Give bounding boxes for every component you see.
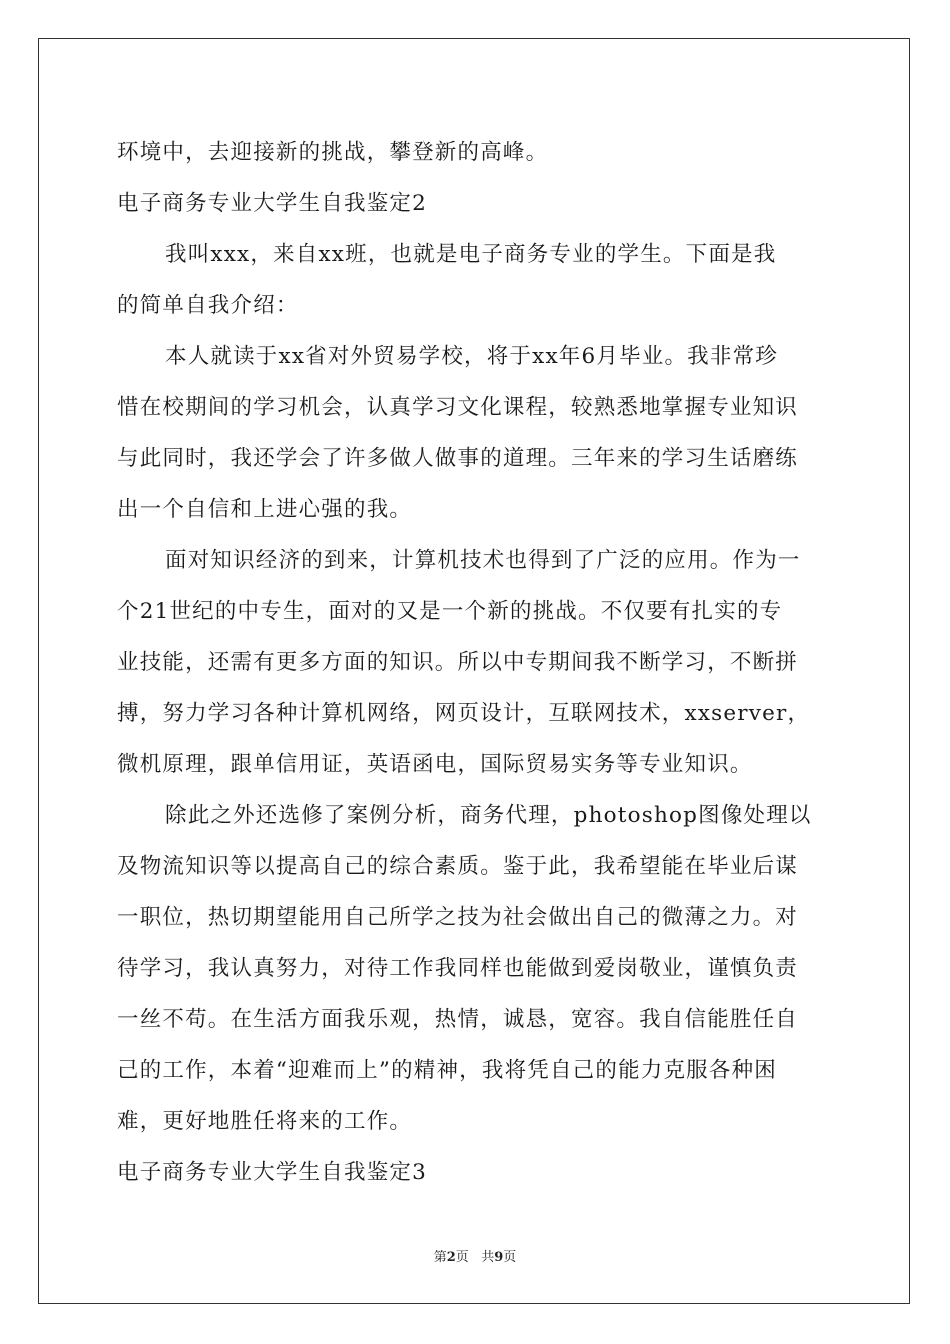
document-body: [117, 127, 835, 1198]
total-prefix: 共: [481, 1250, 495, 1265]
text-line: 微机原理，跟单信用证，英语函电，国际贸易实务等专业知识。: [117, 752, 753, 777]
page-number: 2: [446, 1250, 456, 1265]
page-suffix: 页: [455, 1250, 469, 1265]
text-line: 环境中，去迎接新的挑战，攀登新的高峰。: [117, 140, 549, 165]
section-heading: 电子商务专业大学生自我鉴定2: [117, 191, 427, 216]
paragraph-start: 我叫xxx，来自xx班，也就是电子商务专业的学生。下面是我: [165, 242, 777, 267]
text-line: 一职位，热切期望能用自己所学之技为社会做出自己的微薄之力。对: [117, 905, 799, 930]
text-line: 个21世纪的中专生，面对的又是一个新的挑战。不仅要有扎实的专: [117, 599, 783, 624]
text-line: 一丝不苟。在生活方面我乐观，热情，诚恳，宽容。我自信能胜任自: [117, 1007, 799, 1032]
text-line: 出一个自信和上进心强的我。: [117, 497, 413, 522]
text-line: 业技能，还需有更多方面的知识。所以中专期间我不断学习，不断拼: [117, 650, 799, 675]
text-line: 待学习，我认真努力，对待工作我同样也能做到爱岗敬业，谨慎负责: [117, 956, 799, 981]
section-heading: 电子商务专业大学生自我鉴定3: [117, 1160, 427, 1185]
text-line: 的简单自我介绍：: [117, 293, 299, 318]
text-line: 及物流知识等以提高自己的综合素质。鉴于此，我希望能在毕业后谋: [117, 854, 799, 879]
total-pages: 9: [494, 1250, 504, 1265]
text-line: 己的工作，本着“迎难而上”的精神，我将凭自己的能力克服各种困: [117, 1058, 777, 1083]
text-line: 惜在校期间的学习机会，认真学习文化课程，较熟悉地掌握专业知识: [117, 395, 799, 420]
text-line: 难，更好地胜任将来的工作。: [117, 1109, 413, 1134]
total-suffix: 页: [503, 1250, 517, 1265]
paragraph-start: 除此之外还选修了案例分析，商务代理，photoshop图像处理以: [165, 803, 812, 828]
paragraph-start: 面对知识经济的到来，计算机技术也得到了广泛的应用。作为一: [165, 548, 801, 573]
text-line: 与此同时，我还学会了许多做人做事的道理。三年来的学习生话磨练: [117, 446, 799, 471]
page-prefix: 第: [433, 1250, 447, 1265]
text-line: 搏，努力学习各种计算机网络，网页设计，互联网技术，xxserver，: [117, 701, 811, 726]
paragraph-start: 本人就读于xx省对外贸易学校，将于xx年6月毕业。我非常珍: [165, 344, 778, 369]
page-footer: [0, 1246, 950, 1265]
